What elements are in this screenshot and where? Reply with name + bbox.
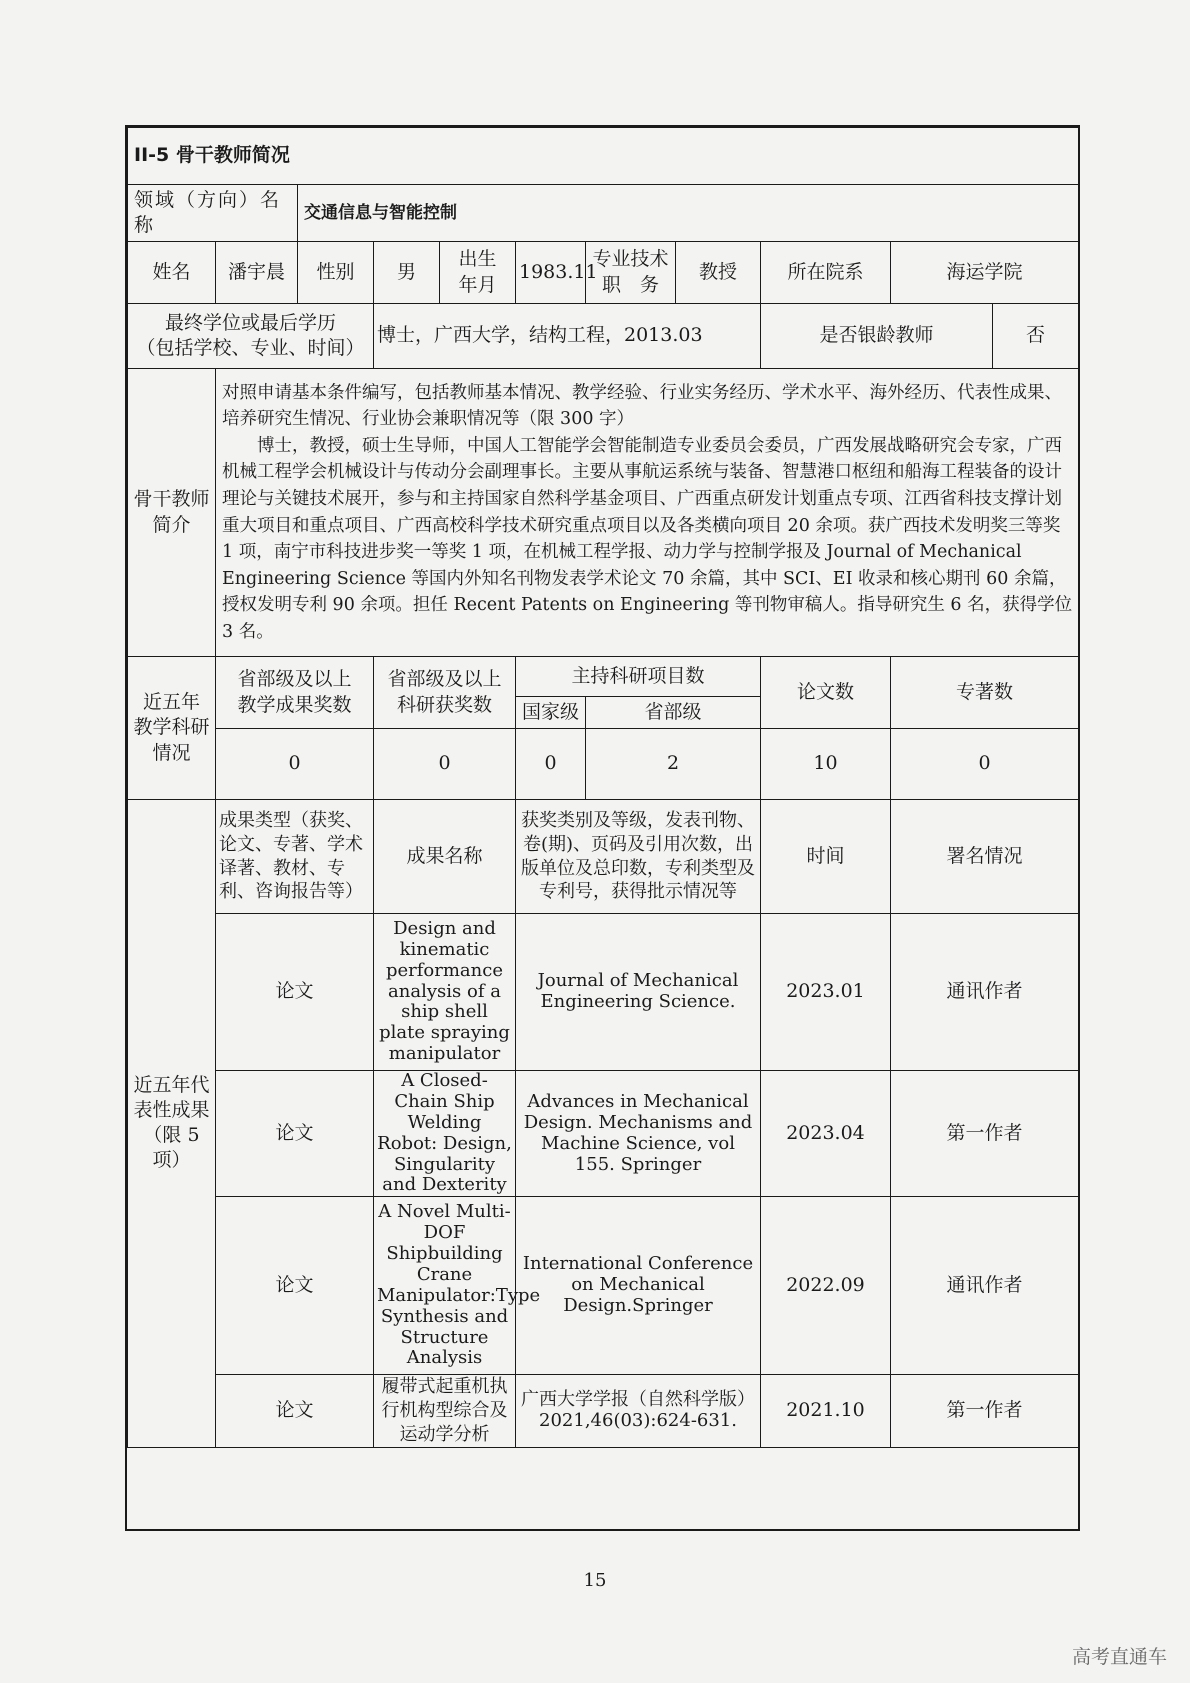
achievement-time: 2023.04 bbox=[761, 1071, 891, 1197]
achievement-detail: International Conference on Mechanical Design.Springer bbox=[516, 1197, 761, 1375]
intro-instruction: 对照申请基本条件编写，包括教师基本情况、教学经验、行业实务经历、学术水平、海外经历、代表性成果、培养研究生情况、行业协会兼职情况等（限 300 字） bbox=[222, 382, 1062, 430]
degree-label: 最终学位或最后学历 （包括学校、专业、时间） bbox=[128, 304, 374, 369]
achievement-type: 论文 bbox=[216, 914, 374, 1071]
senior-teacher-value: 否 bbox=[993, 304, 1079, 369]
books-label: 专著数 bbox=[891, 657, 1079, 729]
projects-label: 主持科研项目数 bbox=[516, 657, 761, 697]
stats-label: 近五年 教学科研 情况 bbox=[128, 657, 216, 800]
form-frame bbox=[125, 125, 1080, 1531]
teach-award-label: 省部级及以上 教学成果奖数 bbox=[216, 657, 374, 729]
achievement-detail: Advances in Mechanical Design. Mechanisms and Machine Science, vol 155. Springer bbox=[516, 1071, 761, 1197]
achievement-type: 论文 bbox=[216, 1375, 374, 1447]
name-header: 成果名称 bbox=[374, 800, 516, 914]
achievement-name: 履带式起重机执行机构型综合及运动学分析 bbox=[374, 1375, 516, 1447]
senior-teacher-label: 是否银龄教师 bbox=[761, 304, 993, 369]
type-header: 成果类型（获奖、论文、专著、学术译著、教材、专利、咨询报告等） bbox=[216, 800, 374, 914]
dept-value: 海运学院 bbox=[891, 242, 1079, 304]
teacher-profile-table bbox=[127, 127, 1079, 1448]
author-header: 署名情况 bbox=[891, 800, 1079, 914]
papers-label: 论文数 bbox=[761, 657, 891, 729]
table-row bbox=[128, 1071, 1079, 1197]
papers-count: 10 bbox=[761, 729, 891, 800]
title-label: 专业技术 职 务 bbox=[586, 242, 676, 304]
achievements-label: 近五年代 表性成果 （限 5 项） bbox=[128, 800, 216, 1448]
achievement-name: A Novel Multi-DOF Shipbuilding Crane Manipulator:Type Synthesis and Structure Analysis bbox=[374, 1197, 516, 1375]
achievement-name: A Closed-Chain Ship Welding Robot: Design, Singularity and Dexterity bbox=[374, 1071, 516, 1197]
provincial-label: 省部级 bbox=[586, 697, 761, 729]
birth-value: 1983.11 bbox=[516, 242, 586, 304]
watermark-text: 高考直通车 bbox=[1071, 1646, 1167, 1668]
degree-value: 博士，广西大学，结构工程，2013.03 bbox=[374, 304, 761, 369]
field-value: 交通信息与智能控制 bbox=[298, 185, 1079, 242]
intro-label: 骨干教师 简介 bbox=[128, 369, 216, 657]
gender-value: 男 bbox=[374, 242, 440, 304]
table-row bbox=[128, 1375, 1079, 1447]
achievement-type: 论文 bbox=[216, 1197, 374, 1375]
birth-label: 出生 年月 bbox=[440, 242, 516, 304]
teach-award-count: 0 bbox=[216, 729, 374, 800]
name-label: 姓名 bbox=[128, 242, 216, 304]
time-header: 时间 bbox=[761, 800, 891, 914]
page-number: 15 bbox=[583, 1570, 607, 1591]
table-row bbox=[128, 1197, 1079, 1375]
national-count: 0 bbox=[516, 729, 586, 800]
achievement-detail: Journal of Mechanical Engineering Science. bbox=[516, 914, 761, 1071]
books-count: 0 bbox=[891, 729, 1079, 800]
achievement-author: 通讯作者 bbox=[891, 1197, 1079, 1375]
achievement-time: 2021.10 bbox=[761, 1375, 891, 1447]
provincial-count: 2 bbox=[586, 729, 761, 800]
intro-body: 博士，教授，硕士生导师，中国人工智能学会智能制造专业委员会委员，广西发展战略研究会专家，广西机械工程学会机械设计与传动分会副理事长。主要从事航运系统与装备、智慧港口枢纽和船海工程装备的设计理论与关键技术展开，参与和主持国家自然科学基金项目、广西重点研发计划重点专项、江西省科技支撑计划重大项目和重点项目、广西高校科学技术研究重点项目以及各类横向项目 20 余项。获广西技术发明奖三等奖 1 项，南宁市科技进步奖一等奖 1 项，在机械工程学报、动力学与控制学报及 Journal of Mechanical Engineering Science 等国内外知名刊物发表学术论文 70 余篇，其中 SCI、EI 收录和核心期刊 60 余篇，授权发明专利 90 余项。担任 Recent Patents on Engineering 等刊物审稿人。指导研究生 6 名，获得学位 3 名。 bbox=[222, 435, 1073, 642]
dept-label: 所在院系 bbox=[761, 242, 891, 304]
achievement-time: 2023.01 bbox=[761, 914, 891, 1071]
research-award-label: 省部级及以上 科研获奖数 bbox=[374, 657, 516, 729]
national-label: 国家级 bbox=[516, 697, 586, 729]
achievement-detail: 广西大学学报（自然科学版）2021,46(03):624-631. bbox=[516, 1375, 761, 1447]
achievement-author: 通讯作者 bbox=[891, 914, 1079, 1071]
intro-text bbox=[216, 369, 1079, 657]
section-title: II-5 骨干教师简况 bbox=[128, 128, 1079, 185]
title-value: 教授 bbox=[676, 242, 761, 304]
achievement-name: Design and kinematic performance analysis of a ship shell plate spraying manipulator bbox=[374, 914, 516, 1071]
achievement-author: 第一作者 bbox=[891, 1375, 1079, 1447]
field-label: 领域（方向）名称 bbox=[128, 185, 298, 242]
research-award-count: 0 bbox=[374, 729, 516, 800]
gender-label: 性别 bbox=[298, 242, 374, 304]
detail-header: 获奖类别及等级，发表刊物、卷(期)、页码及引用次数，出版单位及总印数，专利类型及专利号，获得批示情况等 bbox=[516, 800, 761, 914]
achievement-type: 论文 bbox=[216, 1071, 374, 1197]
table-row bbox=[128, 914, 1079, 1071]
achievement-time: 2022.09 bbox=[761, 1197, 891, 1375]
achievement-author: 第一作者 bbox=[891, 1071, 1079, 1197]
name-value: 潘宇晨 bbox=[216, 242, 298, 304]
